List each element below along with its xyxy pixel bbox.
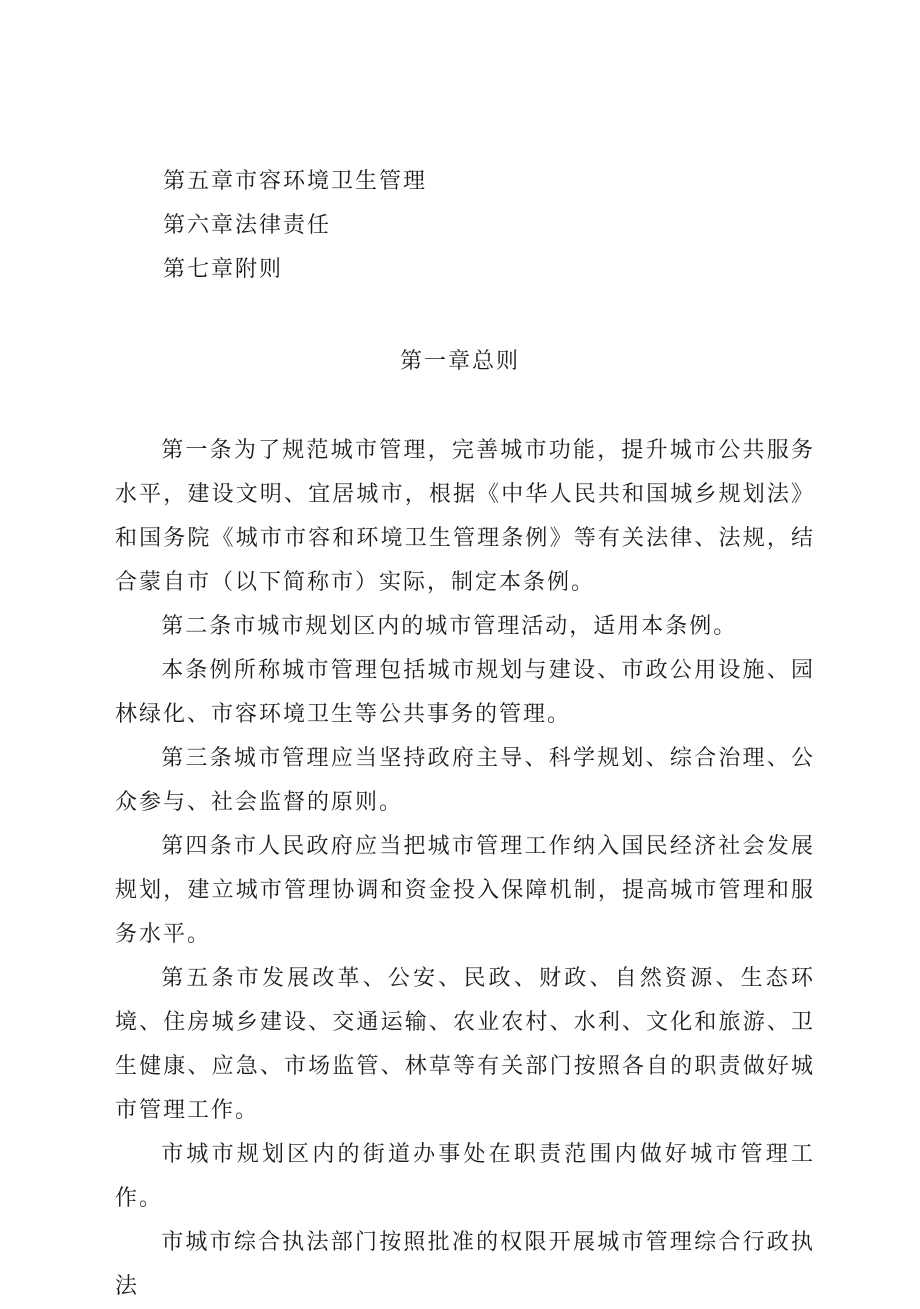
article-5-subdistrict-paragraph: 市城市规划区内的街道办事处在职责范围内做好城市管理工作。 (115, 1142, 815, 1211)
article-4-paragraph: 第四条市人民政府应当把城市管理工作纳入国民经济社会发展规划，建立城市管理协调和资金投入保障机制，提高城市管理和服务水平。 (115, 834, 815, 947)
article-2-scope-paragraph: 本条例所称城市管理包括城市规划与建设、市政公用设施、园林绿化、市容环境卫生等公共事务的管理。 (115, 658, 815, 727)
article-5-enforcement-paragraph: 市城市综合执法部门按照批准的权限开展城市管理综合行政执法 (115, 1230, 815, 1299)
toc-item-chapter-6: 第六章法律责任 (163, 213, 332, 238)
article-3-paragraph: 第三条城市管理应当坚持政府主导、科学规划、综合治理、公众参与、社会监督的原则。 (115, 746, 815, 815)
article-1-paragraph: 第一条为了规范城市管理，完善城市功能，提升城市公共服务水平，建设文明、宜居城市，根据《中华人民共和国城乡规划法》和国务院《城市市容和环境卫生管理条例》等有关法律、法规，结合蒙自市（以下简称市）实际，制定本条例。 (115, 438, 815, 595)
chapter-title: 第一章总则 (399, 349, 520, 374)
document-body (115, 429, 815, 1309)
toc-item-chapter-5: 第五章市容环境卫生管理 (163, 169, 428, 194)
article-2-paragraph: 第二条市城市规划区内的城市管理活动，适用本条例。 (161, 614, 738, 639)
table-of-contents (163, 164, 427, 296)
article-5-paragraph: 第五条市发展改革、公安、民政、财政、自然资源、生态环境、住房城乡建设、交通运输、农业农村、水利、文化和旅游、卫生健康、应急、市场监管、林草等有关部门按照各自的职责做好城市管理工作。 (115, 966, 815, 1123)
toc-item-chapter-7: 第七章附则 (163, 257, 284, 282)
